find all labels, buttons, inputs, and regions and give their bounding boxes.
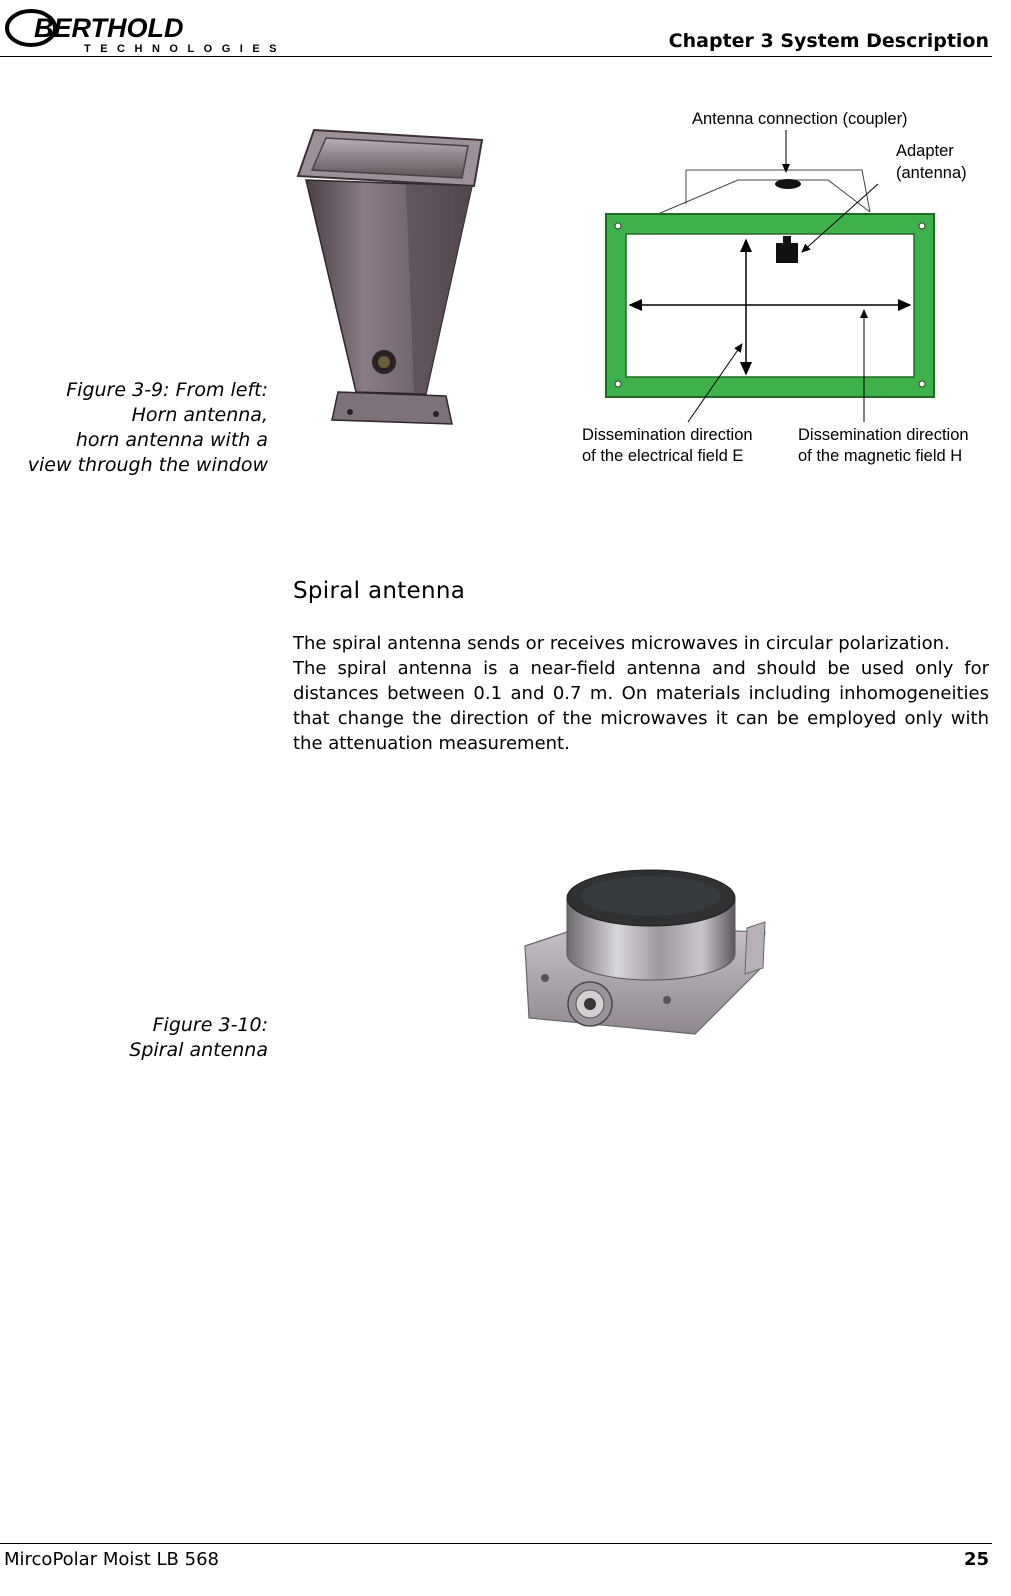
horn-antenna-window-diagram	[570, 100, 1000, 480]
footer-document-name: MircoPolar Moist LB 568	[4, 1549, 219, 1570]
logo-main-text: BERTHOLD	[34, 13, 184, 43]
caption-line: Figure 3-9: From left:	[66, 379, 268, 401]
e-field-label-1: Dissemination direction	[582, 426, 753, 444]
header-divider	[0, 56, 992, 57]
adapter-label-2: (antenna)	[896, 164, 967, 182]
spiral-antenna-image	[515, 858, 770, 1038]
caption-line: Figure 3-10:	[152, 1014, 268, 1036]
section-heading: Spiral antenna	[293, 578, 466, 604]
adapter-label-1: Adapter	[896, 142, 954, 160]
figure-3-10-caption	[0, 1013, 268, 1063]
footer-divider	[0, 1543, 992, 1544]
caption-line: Horn antenna,	[131, 404, 268, 426]
connection-label: Antenna connection (coupler)	[692, 110, 908, 128]
paragraph: The spiral antenna sends or receives microwaves in circular polarization.	[293, 633, 950, 654]
horn-antenna-image	[296, 124, 496, 436]
h-field-label-2: of the magnetic field H	[798, 447, 963, 465]
caption-line: view through the window	[27, 454, 268, 476]
h-field-label-1: Dissemination direction	[798, 426, 969, 444]
caption-line: horn antenna with a	[75, 429, 268, 451]
paragraph: The spiral antenna is a near-field antenna and should be used only for distances between 0.1 and 0.7 m. On materials including inhomogeneities that change the direction of the microwaves it can be employed only with the attenuation measurement.	[293, 658, 989, 754]
caption-line: Spiral antenna	[129, 1039, 268, 1061]
chapter-title: Chapter 3 System Description	[668, 30, 989, 52]
section-body	[293, 631, 989, 756]
logo-sub-text: TECHNOLOGIES	[84, 43, 287, 54]
berthold-logo	[4, 8, 294, 54]
figure-3-9-caption	[0, 378, 268, 478]
page-number: 25	[963, 1549, 989, 1570]
e-field-label-2: of the electrical field E	[582, 447, 744, 465]
